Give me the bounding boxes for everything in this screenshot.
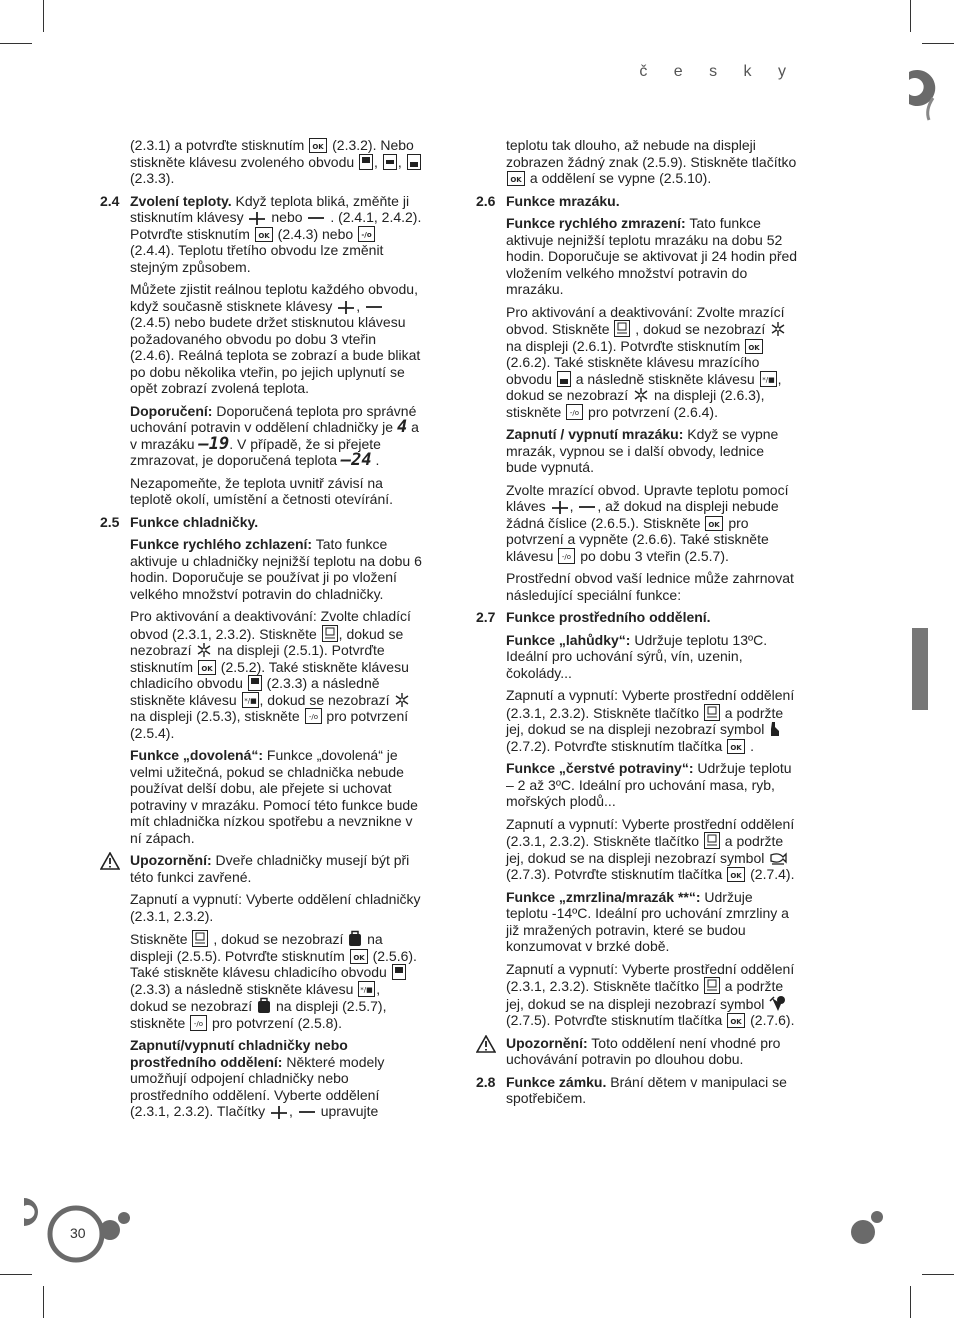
mode-key-icon	[760, 371, 777, 387]
function-key-icon	[704, 977, 720, 994]
ok-key-icon	[727, 1013, 745, 1028]
section-2-7: 2.7 Funkce prostředního oddělení.	[476, 609, 711, 625]
crop-mark	[0, 1274, 32, 1275]
snowflake-icon	[196, 642, 212, 658]
paragraph: Funkce „čerstvé potraviny“: Udržuje teplotu – 2 až 3ºC. Ideální pro uchování masa, ryb, mořských plodů...	[506, 760, 792, 809]
svg-text:OK: OK	[730, 743, 742, 752]
paragraph: Zapnutí a vypnutí: Vyberte prostřední oddělení (2.3.1, 2.3.2). Stiskněte tlačítko a podržte jej, dokud se na displeji nezobrazí symbol (2.7.5). Potvrďte stisknutím tlačítka OK (2.7.6).	[506, 960, 795, 1028]
crop-mark	[0, 43, 32, 44]
svg-text:*/■: */■	[243, 696, 257, 705]
snowflake-icon	[394, 692, 410, 708]
svg-text:OK: OK	[708, 520, 721, 529]
paragraph: Funkce „dovolená“: Funkce „dovolená“ je velmi užitečná, pokud se chladnička nebude používat delší dobu, ale přejete si uchovat potraviny v mrazáku. Pomocí této funkce bude mít chladnička nízkou spotřebu a nevznikne v ní zápach.	[130, 747, 418, 846]
freezer-compartment-key-icon	[557, 371, 571, 387]
section-2-5: 2.5 Funkce chladničky.	[100, 513, 259, 530]
paragraph: Zapnutí / vypnutí mrazáku: Když se vypne mrazák, vypnou se i další obvody, lednice bude vypnutá.	[506, 426, 779, 475]
display-value: –24	[340, 450, 372, 470]
on-off-key-icon	[558, 548, 575, 564]
plus-key-icon	[270, 1105, 288, 1119]
crop-mark	[43, 1286, 44, 1318]
paragraph: (2.3.1) a potvrďte stisknutím OK (2.3.2). Nebo stiskněte klávesu zvoleného obvodu , , (2.3.3).	[100, 137, 422, 187]
ice-cream-icon	[769, 995, 787, 1012]
svg-text:-/o: -/o	[361, 230, 372, 239]
crop-mark	[922, 1274, 954, 1275]
paragraph: Prostřední obvod vaší lednice může zahrnovat následující speciální funkce:	[506, 570, 794, 603]
function-key-icon	[704, 704, 720, 721]
paragraph: Stiskněte , dokud se nezobrazí na displeji (2.5.5). Potvrďte stisknutím OK (2.5.6). Také stiskněte klávesu chladicího obvodu (2.3.3) a následně stiskněte klávesu */■ , dokud se nezobrazí na displeji (2.5.7), stiskněte -/o pro potvrzení (2.5.8).	[130, 931, 417, 1031]
svg-text:-/o: -/o	[570, 408, 580, 417]
page-number: 30	[70, 1225, 86, 1241]
paragraph: Zvolte mrazící obvod. Upravte teplotu pomocí kláves , , až dokud na displeji nebude žádná číslice (2.6.5.). Stiskněte OK pro potvrzení a vypněte (2.6.6). Také stiskněte klávesu -/o po dobu 3 vteřin (2.5.7).	[506, 481, 789, 564]
paragraph: Funkce rychlého zmrazení: Tato funkce aktivuje nejnižší teplotu mrazáku na dobu 52 hodin. Doporučuje se aktivovat ji 24 hodin před vložením velkého množství potravin do mrazáku.	[506, 215, 798, 297]
svg-text:OK: OK	[510, 176, 522, 184]
bottle-icon	[769, 721, 781, 737]
on-off-key-icon	[358, 226, 375, 242]
function-key-icon	[322, 625, 338, 642]
fridge-compartment-key-icon	[392, 964, 406, 980]
svg-text:OK: OK	[312, 143, 324, 151]
suitcase-icon	[348, 930, 362, 947]
on-off-key-icon	[190, 1015, 207, 1031]
ok-key-icon	[705, 516, 723, 531]
svg-text:OK: OK	[258, 231, 270, 240]
on-off-key-icon	[566, 404, 583, 420]
section-2-8: 2.8 Funkce zámku. Brání dětem v manipulaci se spotřebičem.	[476, 1073, 787, 1106]
svg-text:OK: OK	[201, 664, 213, 673]
middle-compartment-key-icon	[383, 154, 397, 170]
dots-decoration-icon	[848, 1208, 888, 1248]
svg-text:OK: OK	[748, 343, 760, 352]
paragraph: Zapnutí a vypnutí: Vyberte oddělení chladničky (2.3.1, 2.3.2).	[130, 891, 421, 924]
paragraph: Pro aktivování a deaktivování: Zvolte mrazící obvod. Stiskněte , dokud se nezobrazí na displeji (2.6.1). Potvrďte stisknutím OK (2.6.2). Také stiskněte klávesu mrazícího obvodu a následně stiskněte klávesu */■ , dokud se nezobrazí na displeji (2.6.3), stiskněte -/o pro potvrzení (2.6.4).	[506, 303, 785, 420]
crop-mark	[43, 0, 44, 32]
ok-key-icon	[198, 660, 216, 675]
paragraph: Pro aktivování a deaktivování: Zvolte chladící obvod (2.3.1, 2.3.2). Stiskněte , dokud se nezobrazí na displeji (2.5.1). Potvrďte stisknutím OK (2.5.2). Také stiskněte klávesu chladicího obvodu (2.3.3) a následně stiskněte klávesu */■ , dokud se nezobrazí na displeji (2.5.3), stiskněte -/o pro potvrzení (2.5.4).	[130, 608, 411, 741]
left-column	[100, 137, 422, 1126]
warning-icon	[100, 852, 120, 870]
fridge-compartment-key-icon	[359, 154, 373, 170]
section-tab	[912, 628, 928, 710]
ok-key-icon	[727, 867, 745, 882]
circle-decoration-icon	[905, 66, 954, 122]
language-label: č e s k y	[639, 63, 797, 80]
paragraph: Můžete zjistit reálnou teplotu každého obvodu, když současně stisknete klávesy , (2.4.5) nebo budete držet stisknutou klávesu požadovaného obvodu po dobu 3 vteřin (2.4.6). Reálná teplota se zobrazí a bude blikat po dobu několika vteřin, po jejich uplynutí se opět zobrazí zvolená teplota.	[130, 281, 421, 396]
minus-key-icon	[298, 1105, 316, 1119]
svg-text:-/o: -/o	[194, 1019, 204, 1028]
on-off-key-icon	[305, 708, 322, 724]
snowflake-icon	[770, 321, 786, 337]
fish-icon	[769, 852, 787, 866]
section-2-6: 2.6 Funkce mrazáku.	[476, 192, 620, 209]
ok-key-icon	[745, 339, 763, 354]
display-value: 4	[396, 417, 408, 437]
plus-key-icon	[248, 211, 266, 225]
function-key-icon	[614, 320, 630, 337]
crop-mark	[910, 0, 911, 32]
paragraph: Zapnutí a vypnutí: Vyberte prostřední oddělení (2.3.1, 2.3.2). Stiskněte tlačítko a podržte jej, dokud se na displeji nezobrazí symbol (2.7.3). Potvrďte stisknutím tlačítka OK (2.7.4).	[506, 815, 795, 882]
minus-key-icon	[307, 211, 325, 225]
svg-text:OK: OK	[353, 953, 365, 962]
svg-text:OK: OK	[730, 872, 742, 880]
mode-key-icon	[242, 692, 259, 708]
paragraph: Zapnutí a vypnutí: Vyberte prostřední oddělení (2.3.1, 2.3.2). Stiskněte tlačítko a podržte jej, dokud se na displeji nezobrazí symbol (2.7.2). Potvrďte stisknutím tlačítka OK .	[506, 687, 795, 754]
display-value: –19	[198, 433, 230, 454]
minus-key-icon	[578, 500, 596, 514]
right-column	[476, 137, 798, 1113]
function-key-icon	[704, 832, 720, 849]
warning-block: Upozornění: Dveře chladničky musejí být při této funkci zavřené.	[100, 852, 422, 885]
svg-text:-/o: -/o	[562, 552, 572, 561]
plus-key-icon	[337, 300, 355, 314]
plus-key-icon	[551, 500, 569, 514]
crop-mark	[922, 43, 954, 44]
ok-key-icon	[350, 949, 368, 964]
ok-key-icon	[255, 227, 273, 242]
paragraph: Nezapomeňte, že teplota uvnitř závisí na teplotě okolí, umístění a četnosti otevírání.	[130, 474, 394, 507]
paragraph: Funkce „lahůdky“: Udržuje teplotu 13ºC. Ideální pro uchování sýrů, vín, uzenin, čokolády...	[506, 631, 768, 681]
section-2-4: 2.4 Zvolení teploty. Když teplota bliká, změňte ji stisknutím klávesy nebo . (2.4.1, 2.4.2). Potvrďte stisknutím OK (2.4.3) nebo -/o (2.4.4). Teplotu třetího obvodu lze změnit stejným způsobem.	[100, 192, 422, 275]
snowflake-icon	[633, 387, 649, 403]
paragraph: Doporučení: Doporučená teplota pro správné uchování potravin v oddělení chladničky je 4 a v mrazáku –19. V případě, že si přejete zmrazovat, je doporučená teplota –24 .	[130, 402, 419, 470]
svg-text:-/o: -/o	[308, 713, 318, 721]
paragraph: Funkce rychlého zchlazení: Tato funkce aktivuje u chladničky nejnižší teplotu na dobu 6 hodin. Doporučuje se používat ji po vložení velkého množství potravin do chladničky.	[130, 536, 422, 602]
minus-key-icon	[365, 300, 383, 314]
paragraph: Zapnutí/vypnutí chladničky nebo prostředního oddělení: Některé modely umožňují odpojení chladničky nebo prostředního oddělení. Vyberte oddělení (2.3.1, 2.3.2). Tlačítky , upravujte	[130, 1037, 385, 1119]
crop-mark	[910, 1286, 911, 1318]
fridge-compartment-key-icon	[248, 675, 262, 691]
freezer-compartment-key-icon	[407, 154, 421, 170]
mode-key-icon	[358, 981, 375, 997]
svg-text:*/■: */■	[761, 375, 775, 384]
ok-key-icon	[309, 138, 327, 153]
suitcase-icon	[257, 997, 271, 1014]
function-key-icon	[192, 930, 208, 947]
warning-block: Upozornění: Toto oddělení není vhodné pro uchovávání potravin po dlouhou dobu.	[476, 1035, 798, 1068]
ok-key-icon	[507, 171, 525, 186]
svg-text:OK: OK	[730, 1018, 742, 1026]
svg-text:*/■: */■	[360, 985, 373, 994]
paragraph: teplotu tak dlouho, až nebude na displeji zobrazen žádný znak (2.5.9). Stiskněte tlačítko OK a oddělení se vypne (2.5.10).	[506, 137, 797, 186]
ok-key-icon	[727, 739, 745, 754]
warning-icon	[476, 1035, 496, 1053]
paragraph: Funkce „zmrzlina/mrazák **“: Udržuje teplotu -14ºC. Ideální pro uchování zmrzliny a již mražených potravin, které se budou konzumovat v brzké době.	[506, 888, 789, 954]
